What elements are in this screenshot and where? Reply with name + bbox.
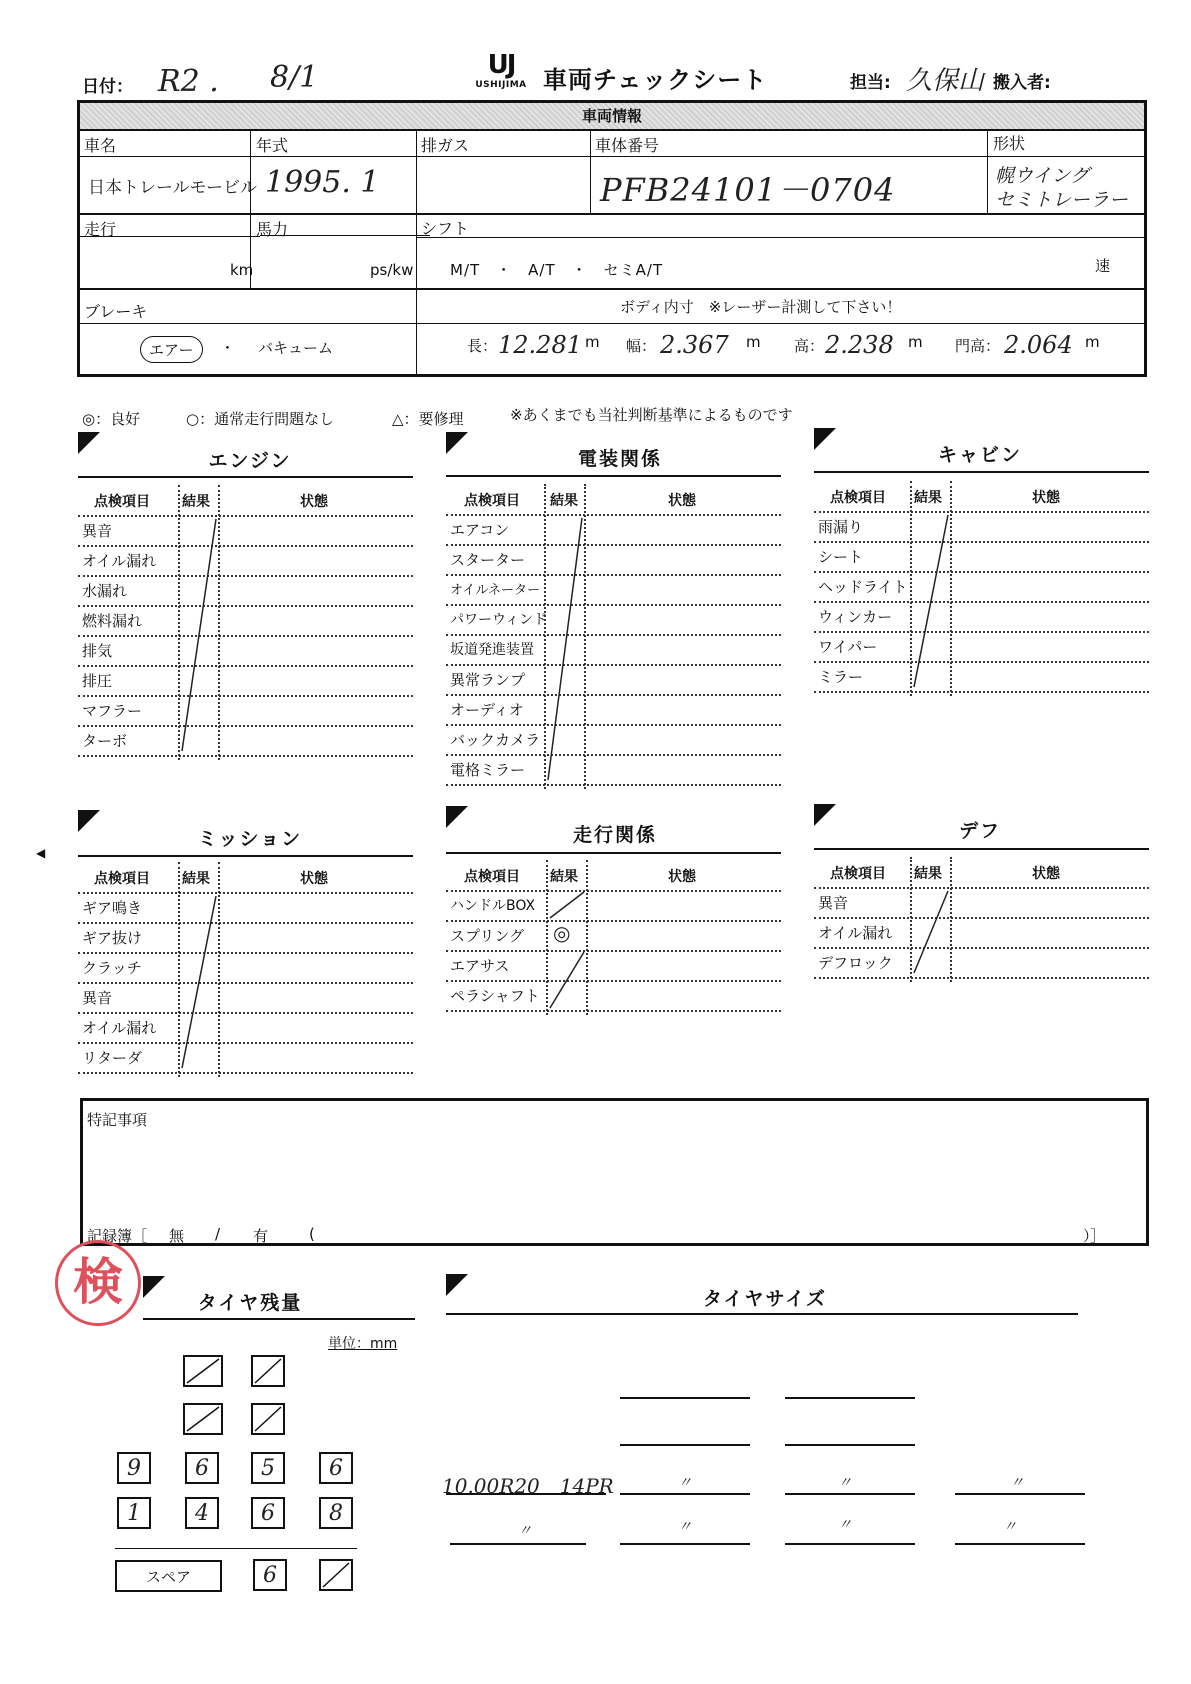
body-dims-label: ボディ内寸 ※レーザー計測して下さい！ [620, 298, 902, 316]
tire-size-ditto[interactable]: 〃 [1010, 1475, 1024, 1491]
width-label: 幅： [626, 337, 657, 355]
brake-label: ブレーキ [84, 302, 148, 321]
engine-col-result: 結果 [182, 494, 210, 510]
mission-row[interactable]: 異音 [78, 982, 413, 1014]
diff-row[interactable]: 異音 [814, 887, 1149, 919]
record-paren-close: ）］ [1083, 1227, 1106, 1245]
engine-row[interactable]: マフラー [78, 695, 413, 727]
shape-value-line1[interactable]: 幌ウイング [995, 165, 1090, 187]
engine-marker-icon [78, 432, 100, 454]
driving-row[interactable]: ペラシャフト [446, 980, 781, 1012]
mission-title: ミッション [197, 828, 303, 850]
tire-size-ditto[interactable]: 〃 [1003, 1519, 1017, 1535]
driving-row[interactable]: スプリング [446, 920, 781, 952]
maker-value[interactable]: 日本トレールモービル [88, 178, 257, 198]
electrical-row[interactable]: バックカメラ [446, 724, 781, 756]
tire-depth-box[interactable]: 1 [117, 1497, 151, 1529]
tire-depth-box[interactable]: 4 [185, 1497, 219, 1529]
door-height-value[interactable]: 2.064 [1004, 331, 1073, 359]
door-height-unit: m [1085, 333, 1100, 351]
cabin-col-result: 結果 [914, 490, 942, 506]
chassis-label: 車体番号 [595, 136, 660, 155]
width-unit: m [746, 333, 761, 351]
tire-unit-label: 単位：mm [328, 1336, 398, 1352]
electrical-row[interactable]: スターター [446, 544, 781, 576]
date-year-value[interactable]: R2 . [158, 64, 219, 99]
special-notes-label: 特記事項 [87, 1111, 148, 1129]
record-none-option[interactable]: 無 [169, 1227, 185, 1245]
brake-air-option[interactable]: エアー [140, 336, 203, 363]
driving-col-state: 状態 [668, 869, 696, 885]
diff-title: デフ [958, 820, 1001, 842]
cabin-marker-icon [814, 428, 836, 450]
year-label: 年式 [256, 136, 289, 155]
exhaust-label: 排ガス [421, 136, 470, 155]
engine-row[interactable]: 燃料漏れ [78, 605, 413, 637]
company-logo [466, 50, 536, 90]
legend-good: ◎：良好 [82, 410, 141, 428]
logo-mark: UJ [487, 50, 515, 80]
engine-row[interactable]: 排気 [78, 635, 413, 667]
special-notes-box[interactable] [80, 1098, 1149, 1246]
electrical-row[interactable]: オイルネーター [446, 574, 781, 606]
tire-size-ditto[interactable]: 〃 [678, 1519, 692, 1535]
page-title: 車両チェックシート [543, 66, 768, 94]
mission-row[interactable]: オイル漏れ [78, 1012, 413, 1044]
chassis-value[interactable]: PFB24101－0704 [600, 171, 896, 209]
mission-col-item: 点検項目 [94, 871, 150, 887]
door-height-label: 門高： [955, 337, 1001, 355]
electrical-marker-icon [446, 432, 468, 454]
electrical-row[interactable]: エアコン [446, 514, 781, 546]
mission-row[interactable]: ギア鳴き [78, 892, 413, 924]
engine-row[interactable]: オイル漏れ [78, 545, 413, 577]
driving-marker-icon [446, 806, 468, 828]
engine-row[interactable]: 水漏れ [78, 575, 413, 607]
engine-row[interactable]: 排圧 [78, 665, 413, 697]
tanto-value[interactable]: 久保山 [906, 66, 985, 96]
cabin-col-item: 点検項目 [830, 490, 886, 506]
tire-remaining-title: タイヤ残量 [197, 1292, 303, 1314]
tire-size-ditto[interactable]: 〃 [518, 1523, 532, 1539]
horsepower-unit: ps/kw [370, 261, 414, 279]
vehicle-info-table [77, 100, 1147, 377]
legend-ok: ○：通常走行問題なし [186, 410, 335, 428]
tire-size-value[interactable]: 10.00R20 14PR [442, 1474, 614, 1498]
mission-col-result: 結果 [182, 871, 210, 887]
maker-label: 車名 [84, 136, 117, 155]
spring-result-mark[interactable]: ◎ [553, 921, 571, 945]
cabin-row[interactable]: シート [814, 541, 1149, 573]
mileage-unit: km [230, 261, 254, 279]
tanto-label: 担当: [850, 73, 891, 93]
tire-size-title: タイヤサイズ [702, 1288, 828, 1310]
vehicle-info-band: 車両情報 [80, 103, 1144, 131]
driving-row[interactable]: エアサス [446, 950, 781, 982]
driving-checklist [446, 860, 781, 1015]
year-value[interactable]: 1995. 1 [265, 165, 380, 200]
cabin-row[interactable]: ヘッドライト [814, 571, 1149, 603]
cabin-row[interactable]: ミラー [814, 661, 1149, 693]
diff-col-result: 結果 [914, 866, 942, 882]
tire-depth-box[interactable]: 6 [251, 1497, 285, 1529]
driving-col-result: 結果 [550, 869, 578, 885]
diff-result-slash [910, 887, 950, 977]
driving-title: 走行関係 [572, 824, 657, 846]
mission-col-state: 状態 [300, 871, 328, 887]
tire-depth-box[interactable]: 5 [251, 1452, 285, 1484]
cabin-checklist [814, 481, 1149, 696]
tire-box-empty[interactable] [183, 1403, 223, 1435]
mission-marker-icon [78, 810, 100, 832]
diff-col-state: 状態 [1032, 866, 1060, 882]
length-label: 長： [467, 337, 498, 355]
cabin-row[interactable]: ウィンカー [814, 601, 1149, 633]
driving-row[interactable]: ハンドルBOX [446, 890, 781, 922]
cabin-col-state: 状態 [1032, 490, 1060, 506]
tire-depth-box[interactable]: 6 [185, 1452, 219, 1484]
legend-repair: △：要修理 [392, 410, 464, 428]
driving-result-slash-1 [546, 890, 586, 920]
engine-row[interactable]: ターボ [78, 725, 413, 757]
spare-label-box: スペア [115, 1560, 222, 1592]
mission-row[interactable]: クラッチ [78, 952, 413, 984]
electrical-row[interactable]: 異常ランプ [446, 664, 781, 696]
diff-col-item: 点検項目 [830, 866, 886, 882]
tire-size-ditto[interactable]: 〃 [678, 1475, 692, 1491]
margin-arrow-icon: ◀ [36, 846, 46, 860]
electrical-row[interactable]: オーディオ [446, 694, 781, 726]
horsepower-label: 馬力 [256, 220, 289, 239]
engine-col-state: 状態 [300, 494, 328, 510]
shape-label: 形状 [993, 134, 1026, 153]
record-paren-open: ( [309, 1225, 315, 1243]
record-yes-option[interactable]: 有 [253, 1227, 269, 1245]
width-value[interactable]: 2.367 [660, 331, 729, 359]
electrical-col-item: 点検項目 [464, 493, 520, 509]
height-label: 高： [794, 337, 825, 355]
length-unit: m [585, 333, 600, 351]
electrical-row[interactable]: 坂道発進装置 [446, 634, 781, 666]
cabin-row[interactable]: 雨漏り [814, 511, 1149, 543]
brake-separator: ・ [220, 339, 236, 357]
tire-depth-box[interactable]: 8 [319, 1497, 353, 1529]
length-value[interactable]: 12.281 [498, 331, 582, 359]
mission-row[interactable]: リターダ [78, 1042, 413, 1074]
speed-unit: 速 [1095, 257, 1111, 275]
tire-size-marker-icon [446, 1274, 468, 1296]
tire-size-ditto[interactable]: 〃 [838, 1517, 852, 1533]
electrical-checklist [446, 484, 781, 789]
electrical-row[interactable]: パワーウィンド [446, 604, 781, 636]
engine-col-item: 点検項目 [94, 494, 150, 510]
shift-options[interactable]: M/T ・ A/T ・ セミA/T [450, 261, 664, 279]
engine-result-slash [178, 515, 218, 755]
record-book-label: 記録簿［ [87, 1227, 148, 1245]
cabin-row[interactable]: ワイパー [814, 631, 1149, 663]
spare-empty-box[interactable] [319, 1559, 353, 1591]
brake-vacuum-option[interactable]: バキューム [258, 339, 334, 357]
engine-title: エンジン [208, 450, 292, 472]
cabin-result-slash [910, 511, 950, 691]
tire-box-empty[interactable] [251, 1355, 285, 1387]
mission-row[interactable]: ギア抜け [78, 922, 413, 954]
mission-checklist [78, 862, 413, 1077]
date-label: 日付： [82, 77, 133, 97]
electrical-col-result: 結果 [550, 493, 578, 509]
driving-col-item: 点検項目 [464, 869, 520, 885]
tire-box-empty[interactable] [183, 1355, 223, 1387]
engine-checklist [78, 485, 413, 760]
mission-result-slash [178, 892, 218, 1072]
legend-note: ※あくまでも当社判断基準によるものです [510, 406, 793, 424]
driving-result-slash-2 [546, 950, 586, 1010]
logo-text: USHIJIMA [475, 80, 527, 90]
diff-row[interactable]: オイル漏れ [814, 917, 1149, 949]
tire-depth-box[interactable]: 6 [319, 1452, 353, 1484]
hannyu-label: 搬入者: [993, 73, 1051, 93]
record-slash: / [215, 1225, 221, 1243]
mileage-label: 走行 [84, 220, 117, 239]
height-unit: m [908, 333, 923, 351]
cabin-title: キャビン [937, 444, 1022, 466]
tire-size-ditto[interactable]: 〃 [838, 1475, 852, 1491]
tire-depth-box[interactable]: 9 [117, 1452, 151, 1484]
tire-box-empty[interactable] [251, 1403, 285, 1435]
shape-value-line2[interactable]: セミトレーラー [995, 189, 1129, 211]
diff-row[interactable]: デフロック [814, 947, 1149, 979]
diff-checklist [814, 857, 1149, 982]
electrical-col-state: 状態 [668, 493, 696, 509]
shift-label: シフト [421, 219, 470, 238]
electrical-result-slash [544, 514, 584, 784]
inspection-seal: 検 [55, 1240, 141, 1326]
electrical-title: 電装関係 [577, 448, 662, 470]
engine-row[interactable]: 異音 [78, 515, 413, 547]
height-value[interactable]: 2.238 [825, 331, 894, 359]
spare-depth-box[interactable]: 6 [253, 1559, 287, 1591]
electrical-row[interactable]: 電格ミラー [446, 754, 781, 786]
date-month-day-value[interactable]: 8/1 [270, 60, 319, 95]
diff-marker-icon [814, 804, 836, 826]
